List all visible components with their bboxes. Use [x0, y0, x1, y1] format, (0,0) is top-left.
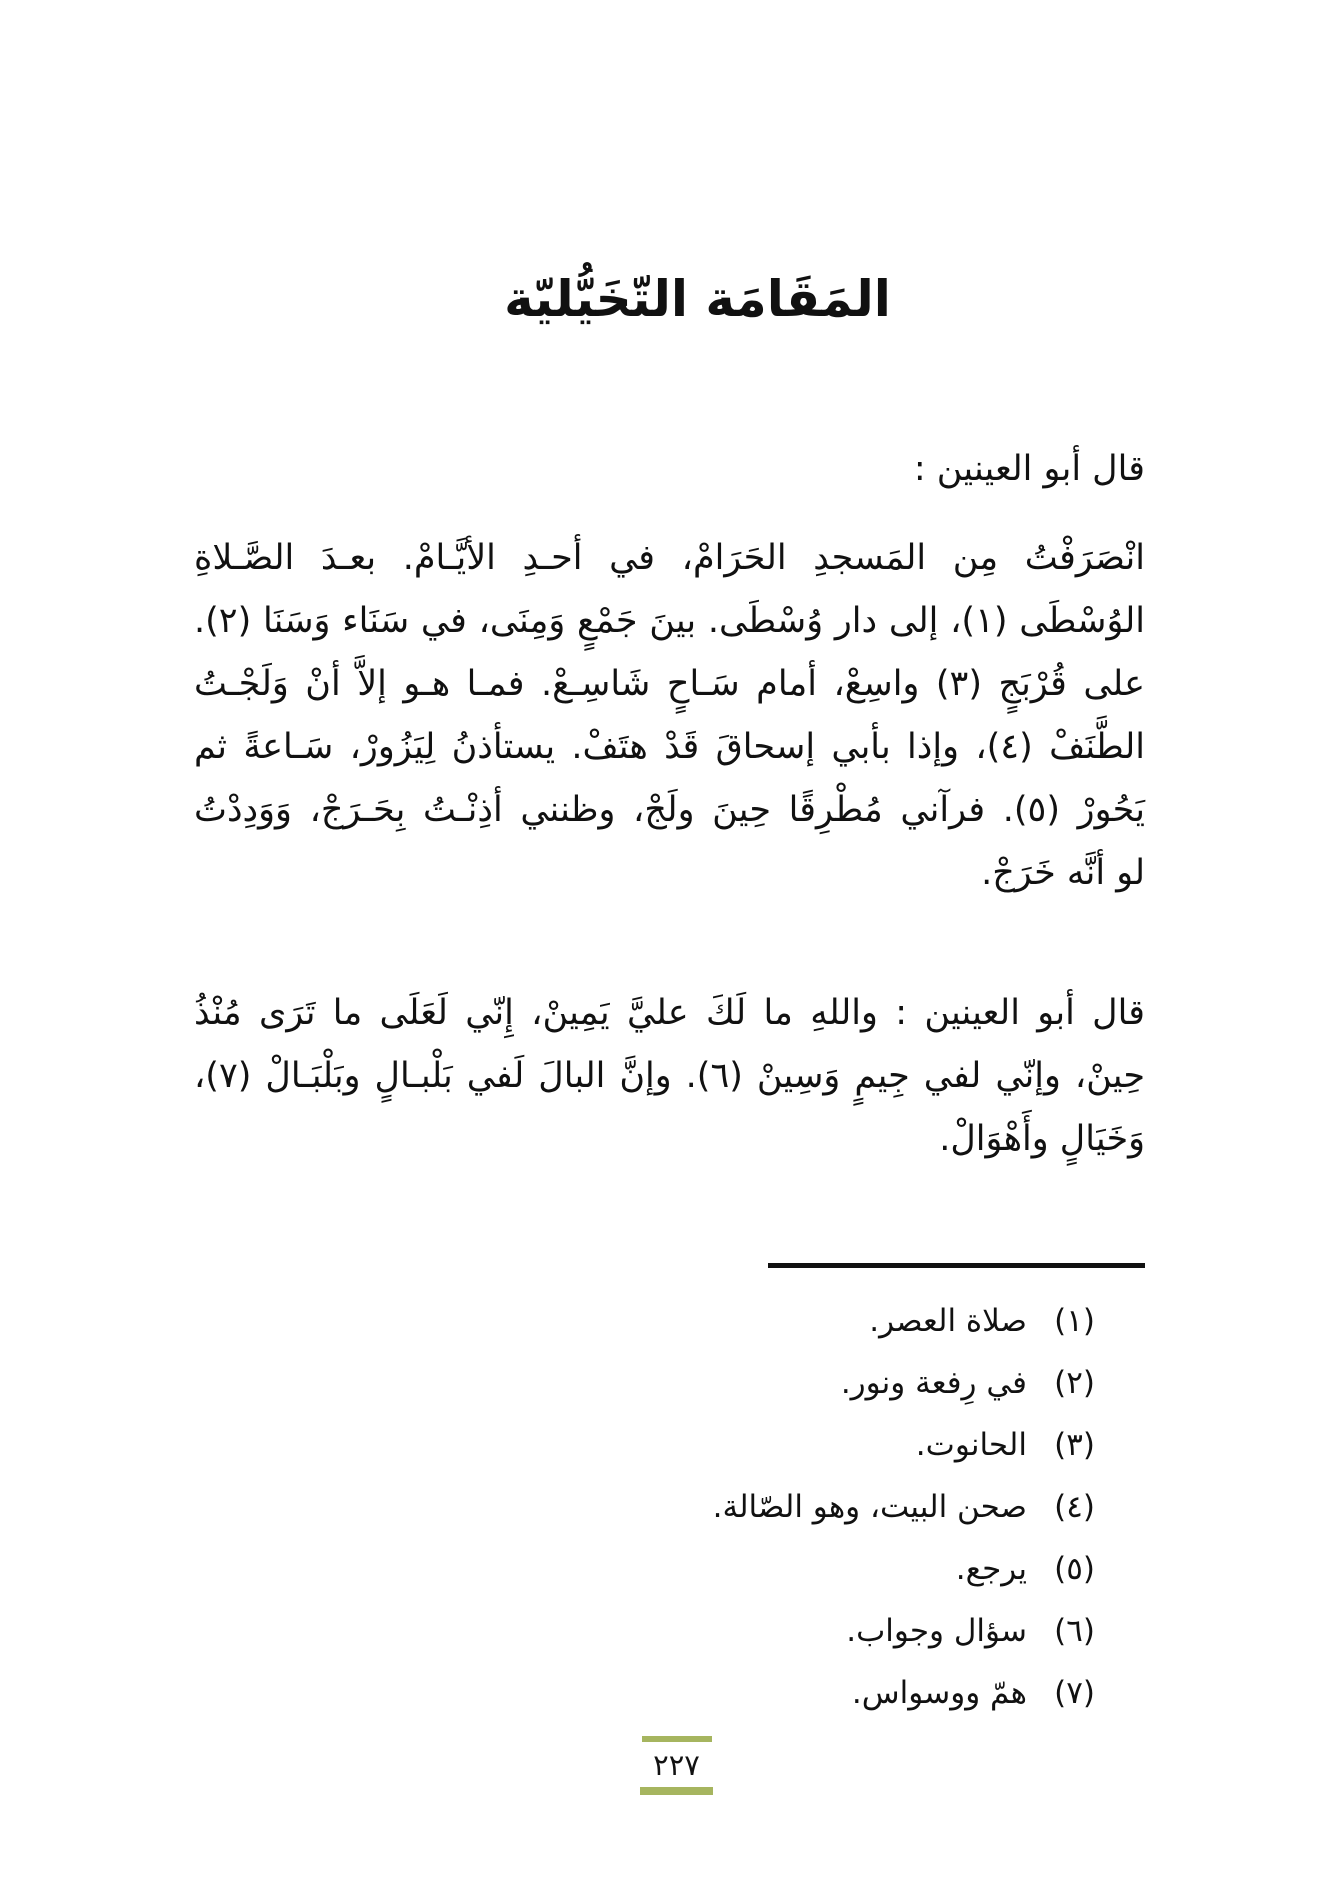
text-line: يَحُورْ (٥). فرآني مُطْرِقًا حِينَ ولَجْ، وظنني أذِنْـتُ بِحَـرَجْ، وَوَدِدْتُ: [194, 790, 1145, 830]
footnote-item: [194, 1600, 1095, 1662]
footnote-number: (٣): [1054, 1427, 1095, 1463]
ornament-bar-bottom: [640, 1787, 713, 1795]
text-line: الوُسْطَى (١)، إلى دار وُسْطَى. بينَ جَمْعٍ وَمِنَى، في سَنَاء وَسَنَا (٢).: [194, 601, 1145, 641]
text-line: قال أبو العينين : واللهِ ما لَكَ عليَّ يَمِينْ، إِنّي لَعَلَى ما تَرَى مُنْذُ: [194, 993, 1145, 1033]
footnotes-section: [194, 1290, 1145, 1724]
footnote-number: (٧): [1054, 1675, 1095, 1711]
footnote-text: سؤال وجواب.: [846, 1613, 1027, 1649]
footnote-number: (٢): [1054, 1365, 1095, 1401]
footnote-item: [194, 1476, 1095, 1538]
speaker-line: قال أبو العينين :: [913, 449, 1145, 489]
paragraph-1: [194, 527, 1145, 905]
text-line: لو أنَّه خَرَجْ.: [981, 853, 1145, 893]
footnote-text: الحانوت.: [915, 1427, 1027, 1463]
footnote-number: (٤): [1054, 1489, 1095, 1525]
paragraph-2: [194, 982, 1145, 1171]
footnote-text: صلاة العصر.: [869, 1303, 1027, 1339]
text-line: على قُرْبَجٍ (٣) واسِعْ، أمام سَـاحٍ شَاسِـعْ. فمـا هـو إلاَّ أنْ وَلَجْـتُ: [194, 664, 1145, 704]
footnote-text: يرجع.: [955, 1551, 1027, 1587]
footnote-item: [194, 1538, 1095, 1600]
ornament-bar-top: [642, 1736, 712, 1742]
text-line: الطَّنَفْ (٤)، وإذا بأبي إسحاقَ قَدْ هتَفْ. يستأذنُ لِيَزُورْ، سَـاعةً ثم: [194, 727, 1145, 767]
footnote-number: (٦): [1054, 1613, 1095, 1649]
page-footer: [7, 1736, 1339, 1795]
page-title: المَقَامَة التّخَيُّليّة: [504, 270, 891, 328]
footnote-number: (١): [1054, 1303, 1095, 1339]
footnote-text: صحن البيت، وهو الصّالة.: [712, 1489, 1027, 1525]
text-line: وَخَيَالٍ وأَهْوَالْ.: [939, 1119, 1145, 1159]
footnote-item: [194, 1662, 1095, 1724]
footnote-item: [194, 1352, 1095, 1414]
footnote-item: [194, 1414, 1095, 1476]
footnote-number: (٥): [1054, 1551, 1095, 1587]
footnote-item: [194, 1290, 1095, 1352]
footnote-text: همّ ووسواس.: [851, 1675, 1027, 1711]
footnote-text: في رِفعة ونور.: [840, 1365, 1027, 1401]
text-line: حِينْ، وإنّي لفي جِيمٍ وَسِينْ (٦). وإنَّ البالَ لَفي بَلْبـالٍ وبَلْبَـالْ (٧)،: [194, 1056, 1145, 1096]
page-number: ٢٢٧: [653, 1748, 700, 1782]
footnote-divider: [768, 1263, 1145, 1268]
text-line: انْصَرَفْتُ مِن المَسجدِ الحَرَامْ، في أحـدِ الأيَّـامْ. بعـدَ الصَّـلاةِ: [194, 538, 1145, 578]
